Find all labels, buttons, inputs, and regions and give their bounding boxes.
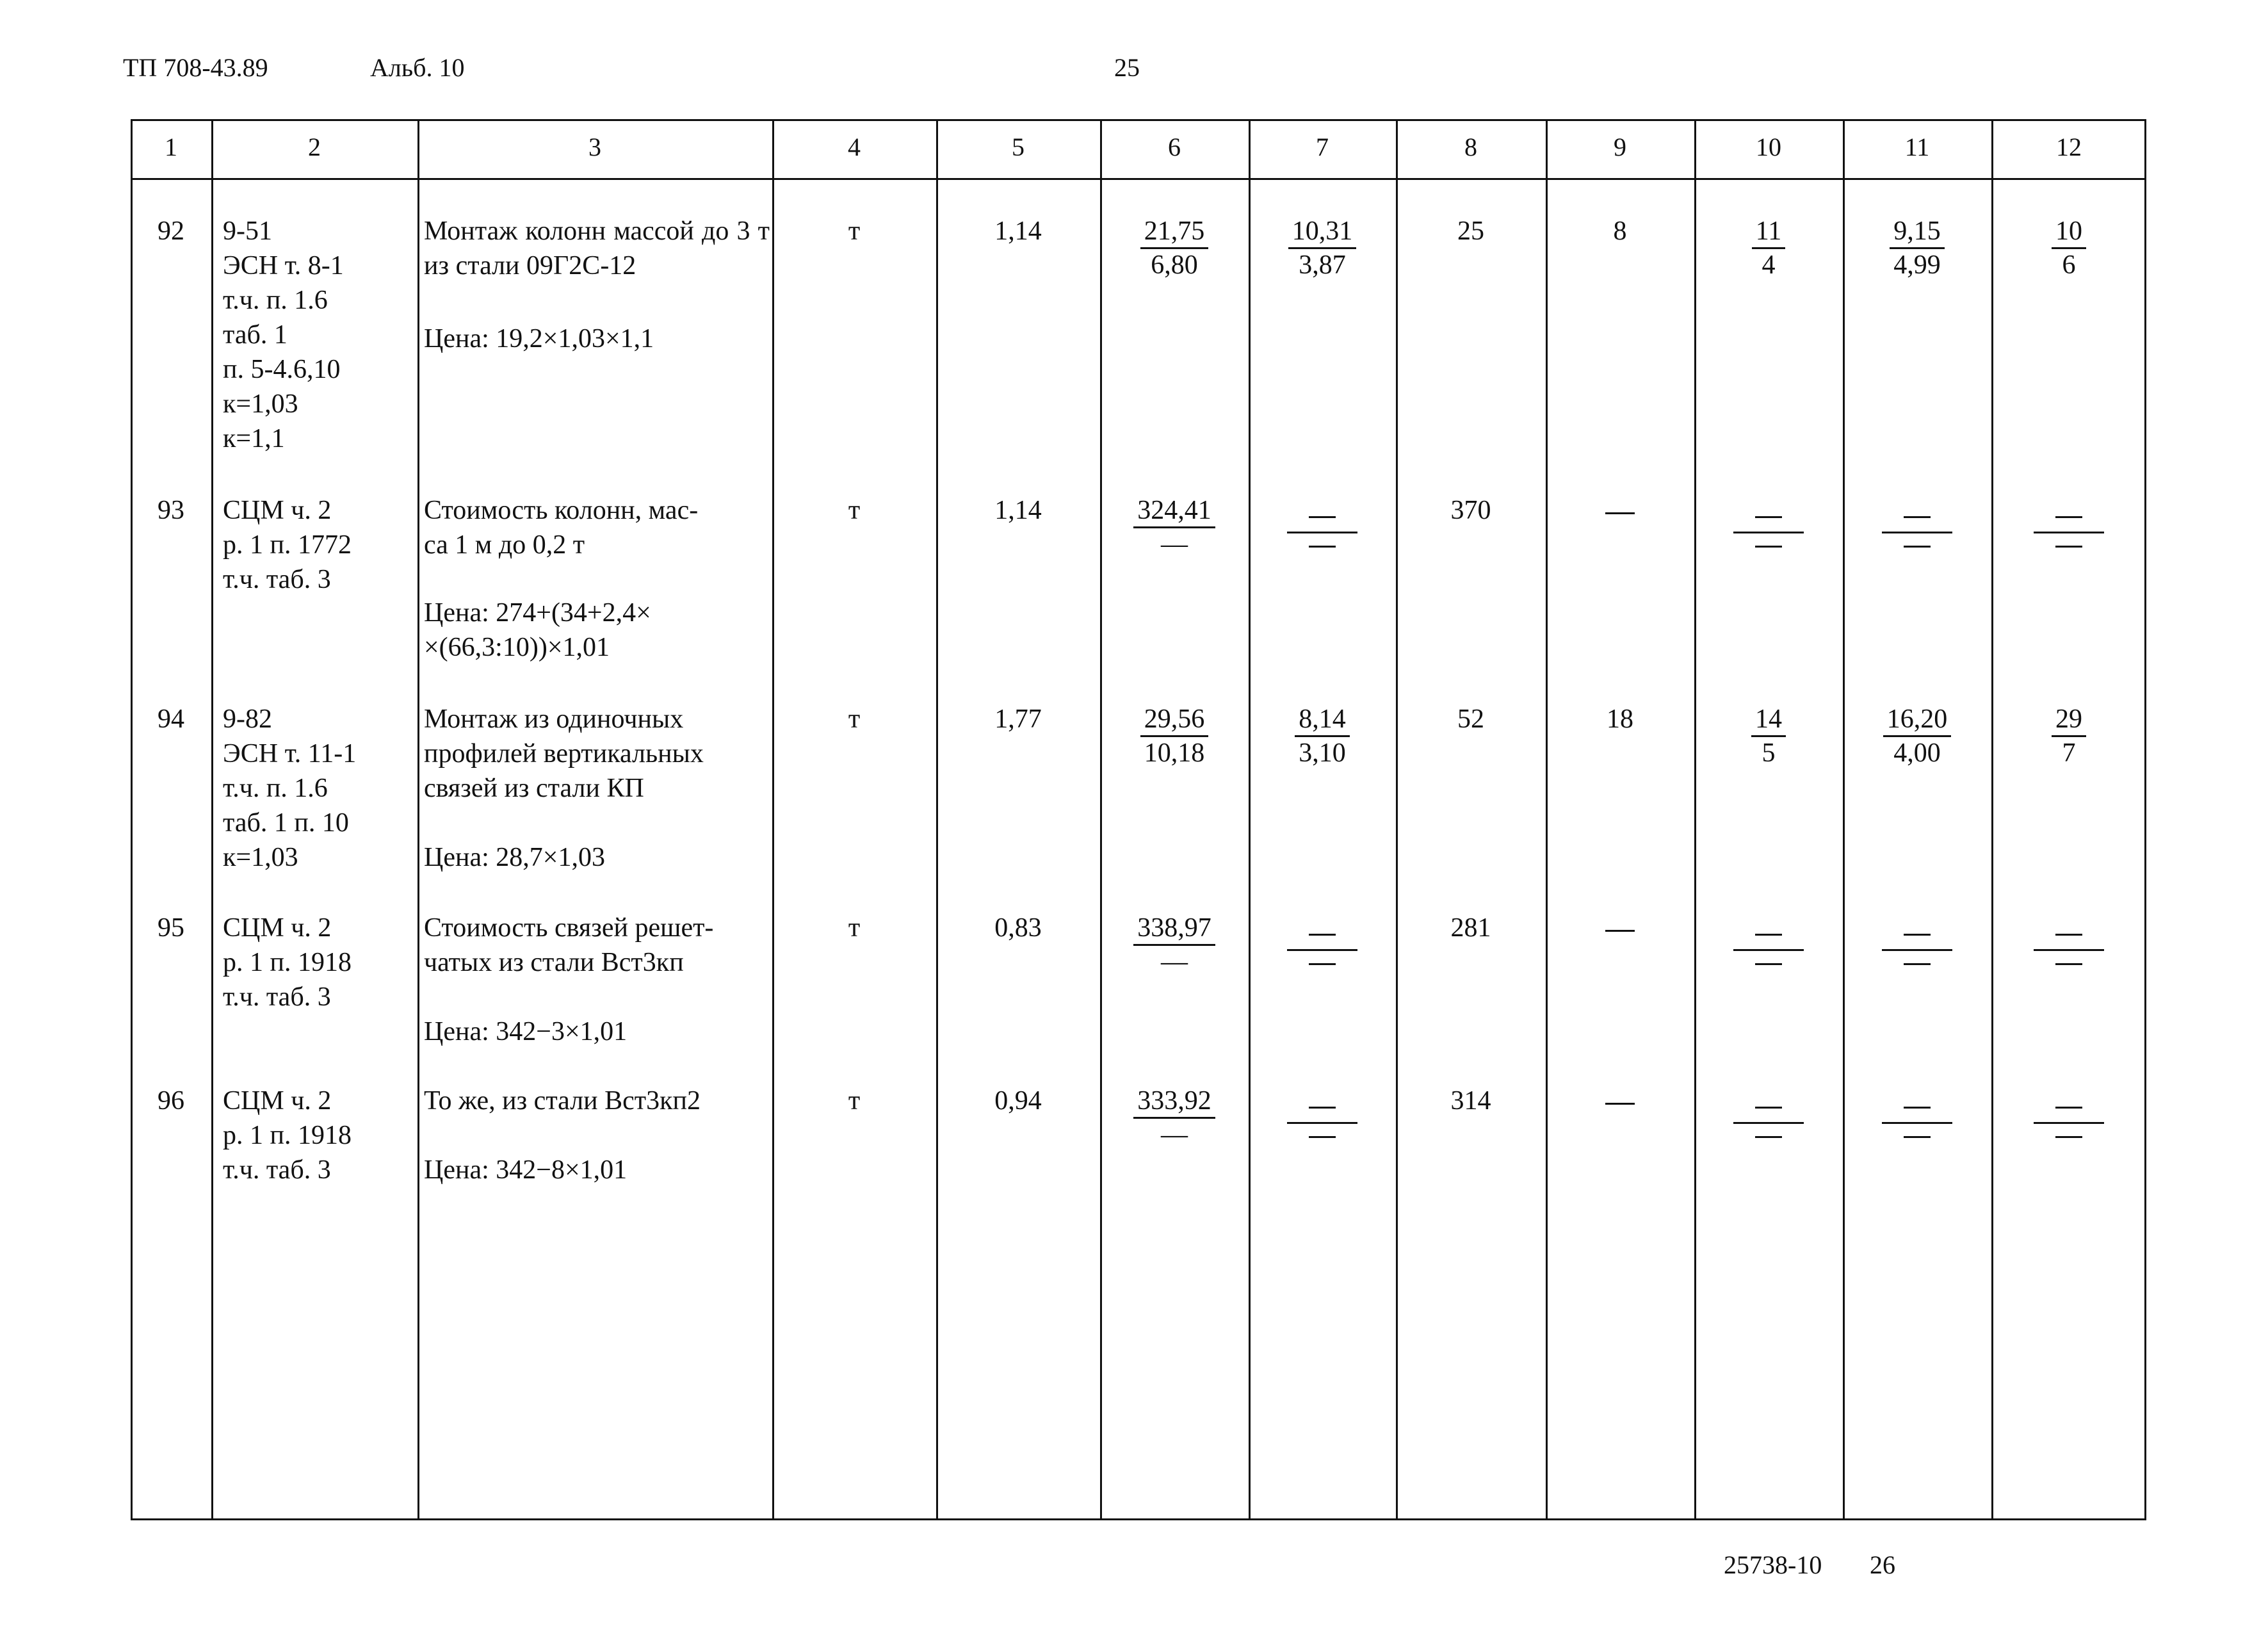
fraction-numerator: 10 xyxy=(2052,215,2086,249)
fraction-denominator: 4,00 xyxy=(1893,738,1941,768)
column-divider xyxy=(1546,119,1548,1520)
price-formula: Цена: 342−3×1,01 xyxy=(424,1017,628,1046)
fraction-value xyxy=(1694,215,1843,281)
fraction-value xyxy=(1100,1085,1249,1151)
album-label: Альб. 10 xyxy=(370,53,465,82)
price-formula: Цена: 28,7×1,03 xyxy=(424,843,605,872)
column-number: 9 xyxy=(1614,133,1626,161)
fraction-numerator: 333,92 xyxy=(1133,1085,1215,1119)
basis-reference: 9-82 ЭСН т. 11-1 т.ч. п. 1.6 таб. 1 п. 10 к=1,03 xyxy=(223,704,357,872)
fraction-value xyxy=(1100,703,1249,769)
fraction-value xyxy=(1694,703,1843,769)
fraction-denominator: — xyxy=(1161,530,1188,559)
empty-fraction xyxy=(2034,929,2104,967)
value-col8: 314 xyxy=(1450,1086,1491,1116)
quantity: 1,14 xyxy=(994,496,1042,525)
column-divider xyxy=(417,119,419,1520)
column-divider xyxy=(1100,119,1102,1520)
basis-reference: СЦМ ч. 2 р. 1 п. 1772 т.ч. таб. 3 xyxy=(223,496,352,594)
work-description: Стоимость связей решет- чатых из стали Вст3кп xyxy=(424,913,714,977)
value-col9: 8 xyxy=(1613,216,1627,246)
value-col8: 370 xyxy=(1450,496,1491,525)
fraction-denominator: 5 xyxy=(1762,738,1776,768)
column-divider xyxy=(211,119,213,1520)
unit: т xyxy=(848,704,861,734)
basis-reference: СЦМ ч. 2 р. 1 п. 1918 т.ч. таб. 3 xyxy=(223,913,352,1012)
column-number: 3 xyxy=(588,133,601,161)
column-divider xyxy=(936,119,938,1520)
empty-fraction xyxy=(1882,929,1952,967)
column-number: 8 xyxy=(1464,133,1477,161)
empty-fraction xyxy=(1733,929,1804,967)
fraction-numerator: 10,31 xyxy=(1288,215,1357,249)
fraction-denominator: 7 xyxy=(2062,738,2076,768)
fraction-denominator: 4 xyxy=(1762,250,1776,280)
fraction-value xyxy=(1249,215,1396,281)
fraction-denominator: — xyxy=(1161,947,1188,977)
price-formula: Цена: 274+(34+2,4× ×(66,3:10))×1,01 xyxy=(424,598,651,662)
basis-reference: СЦМ ч. 2 р. 1 п. 1918 т.ч. таб. 3 xyxy=(223,1086,352,1185)
price-formula: Цена: 342−8×1,01 xyxy=(424,1155,628,1185)
unit: т xyxy=(848,496,861,525)
fraction-value xyxy=(1100,215,1249,281)
row-number: 95 xyxy=(158,913,184,943)
column-divider xyxy=(1396,119,1398,1520)
empty-value-dash xyxy=(1605,930,1635,932)
empty-fraction xyxy=(1882,511,1952,549)
column-number: 4 xyxy=(848,133,861,161)
fraction-denominator: 3,10 xyxy=(1299,738,1346,768)
column-number: 2 xyxy=(308,133,321,161)
unit: т xyxy=(848,1086,861,1116)
fraction-value xyxy=(1843,703,1991,769)
fraction-denominator: 6,80 xyxy=(1151,250,1198,280)
work-description: Монтаж из одиночных профилей вертикальных связей из стали КП xyxy=(424,704,704,803)
empty-fraction xyxy=(1882,1102,1952,1140)
fraction-numerator: 21,75 xyxy=(1140,215,1209,249)
basis-reference: 9-51 ЭСН т. 8-1 т.ч. п. 1.6 таб. 1 п. 5-4.6,10 к=1,03 к=1,1 xyxy=(223,216,344,453)
empty-fraction xyxy=(1733,511,1804,549)
value-col8: 281 xyxy=(1450,913,1491,943)
column-number: 1 xyxy=(165,133,177,161)
fraction-denominator: 10,18 xyxy=(1144,738,1205,768)
column-divider xyxy=(772,119,774,1520)
column-divider xyxy=(1843,119,1845,1520)
column-number: 7 xyxy=(1316,133,1329,161)
quantity: 1,14 xyxy=(994,216,1042,246)
fraction-numerator: 14 xyxy=(1751,703,1786,737)
value-col9: 18 xyxy=(1607,704,1633,734)
empty-fraction xyxy=(1733,1102,1804,1140)
footer-page-number: 26 xyxy=(1870,1550,1895,1579)
column-number: 10 xyxy=(1756,133,1781,161)
quantity: 1,77 xyxy=(994,704,1042,734)
work-description: Стоимость колонн, мас- са 1 м до 0,2 т xyxy=(424,496,699,560)
column-number: 5 xyxy=(1012,133,1025,161)
fraction-denominator: 3,87 xyxy=(1299,250,1346,280)
value-col8: 25 xyxy=(1457,216,1484,246)
work-description: Монтаж колонн массой до 3 т из стали 09Г2С-12 xyxy=(424,216,770,280)
column-divider xyxy=(1249,119,1251,1520)
fraction-numerator: 11 xyxy=(1752,215,1785,249)
fraction-denominator: — xyxy=(1161,1120,1188,1150)
column-divider xyxy=(1694,119,1696,1520)
empty-value-dash xyxy=(1605,1103,1635,1105)
column-number: 6 xyxy=(1168,133,1181,161)
fraction-value xyxy=(1100,494,1249,560)
document-number: 25738-10 xyxy=(1724,1550,1822,1579)
empty-fraction xyxy=(1287,1102,1357,1140)
empty-fraction xyxy=(2034,511,2104,549)
fraction-denominator: 6 xyxy=(2062,250,2076,280)
row-number: 92 xyxy=(158,216,184,246)
fraction-numerator: 9,15 xyxy=(1890,215,1945,249)
row-number: 93 xyxy=(158,496,184,525)
document-code: ТП 708-43.89 xyxy=(123,53,268,82)
value-col8: 52 xyxy=(1457,704,1484,734)
fraction-numerator: 16,20 xyxy=(1883,703,1952,737)
price-formula: Цена: 19,2×1,03×1,1 xyxy=(424,324,654,354)
row-number: 94 xyxy=(158,704,184,734)
fraction-denominator: 4,99 xyxy=(1893,250,1941,280)
unit: т xyxy=(848,216,861,246)
row-number: 96 xyxy=(158,1086,184,1116)
fraction-value xyxy=(1100,912,1249,978)
fraction-numerator: 29 xyxy=(2052,703,2086,737)
empty-fraction xyxy=(1287,511,1357,549)
fraction-value xyxy=(1991,703,2146,769)
page-number: 25 xyxy=(1114,53,1140,82)
quantity: 0,83 xyxy=(994,913,1042,943)
column-divider xyxy=(1991,119,1993,1520)
unit: т xyxy=(848,913,861,943)
quantity: 0,94 xyxy=(994,1086,1042,1116)
fraction-numerator: 338,97 xyxy=(1133,912,1215,946)
work-description: То же, из стали Вст3кп2 xyxy=(424,1086,701,1116)
empty-fraction xyxy=(2034,1102,2104,1140)
empty-fraction xyxy=(1287,929,1357,967)
fraction-numerator: 29,56 xyxy=(1140,703,1209,737)
fraction-numerator: 324,41 xyxy=(1133,494,1215,528)
fraction-value xyxy=(1249,703,1396,769)
fraction-value xyxy=(1991,215,2146,281)
empty-value-dash xyxy=(1605,512,1635,514)
fraction-value xyxy=(1843,215,1991,281)
column-number: 12 xyxy=(2056,133,2082,161)
fraction-numerator: 8,14 xyxy=(1295,703,1350,737)
column-number: 11 xyxy=(1904,133,1930,161)
